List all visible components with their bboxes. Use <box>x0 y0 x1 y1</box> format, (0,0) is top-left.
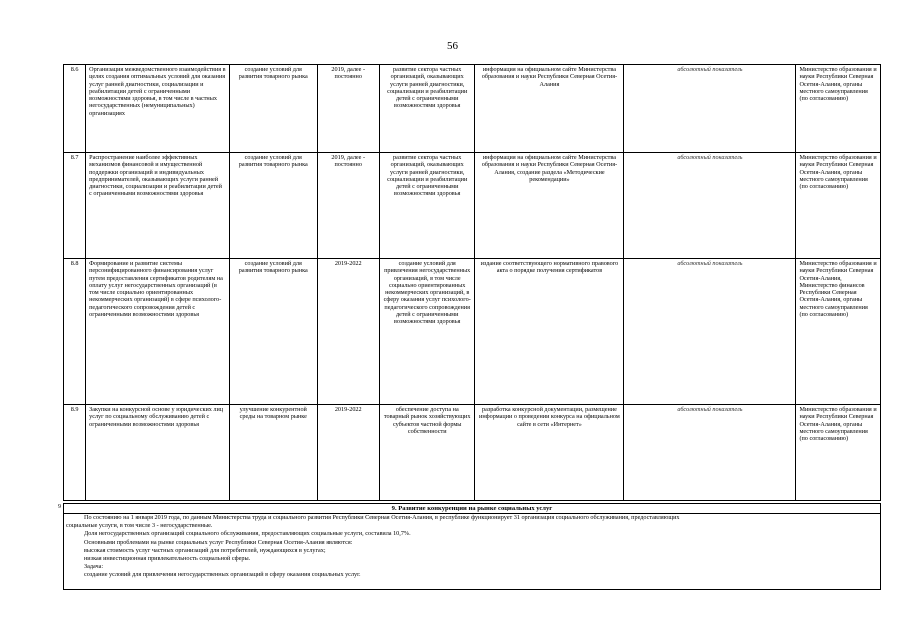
row-number: 8.7 <box>64 153 86 259</box>
result-cell: создание условий для привлечения негосударственных организаций, в том числе социально ориентированных некоммерческих организаций, в сферу оказания услуг психолого-педагогического сопровождения детей с ограниченными возможностями здоровья <box>379 259 475 405</box>
row-number: 8.8 <box>64 259 86 405</box>
term-cell: 2019-2022 <box>317 405 379 501</box>
indicator-cell: абсолютный показатель <box>624 153 796 259</box>
activity-cell: Закупки на конкурсной основе у юридических лиц услуг по социальному обслуживанию детей с ограниченными возможностями здоровья <box>86 405 230 501</box>
row-number: 8.9 <box>64 405 86 501</box>
goal-cell: создание условий для развития товарного рынка <box>230 153 318 259</box>
table-row <box>64 259 881 405</box>
section-9-block <box>63 503 881 590</box>
responsible-cell: Министерство образования и науки Республики Северная Осетия-Алания, органы местного самоуправления (по согласованию) <box>796 405 881 501</box>
responsible-cell: Министерство образования и науки Республики Северная Осетия-Алания, органы местного самоуправления (по согласованию) <box>796 65 881 153</box>
activity-cell: Формирование и развитие системы персонифицированного финансирования услуг путем предоставления сертификатов родителям на оплату услуг негосударственных организаций (в том числе социально ориентированных некоммерческих организаций) в сфере психолого-педагогического сопровождения детей с ограниченными возможностями здоровья <box>86 259 230 405</box>
activity-cell: Распространение наиболее эффективных механизмов финансовой и имущественной поддержки организаций и индивидуальных предпринимателей, оказывающих услуги ранней диагностики, социализации и реабилитации детей с ограниченными возможностями здоровья <box>86 153 230 259</box>
term-cell: 2019, далее - постоянно <box>317 65 379 153</box>
section-paragraph-4: высокая стоимость услуг частных организаций для потребителей, нуждающихся в услугах; <box>84 546 326 554</box>
goal-cell: улучшение конкурентной среды на товарном рынке <box>230 405 318 501</box>
section-paragraph-5: низкая инвестиционная привлекательность социальной сферы. <box>84 555 251 563</box>
table-row <box>64 65 881 153</box>
measures-table <box>63 64 881 501</box>
term-cell: 2019, далее - постоянно <box>317 153 379 259</box>
responsible-cell: Министерство образования и науки Республики Северная Осетия-Алания, органы местного самоуправления (по согласованию) <box>796 153 881 259</box>
indicator-cell: абсолютный показатель <box>624 405 796 501</box>
document-cell: информация на официальном сайте Министерства образования и науки Республики Северная Осетия-Алания, создание раздела «Методические рекомендации» <box>475 153 624 259</box>
table-row <box>64 405 881 501</box>
indicator-cell: абсолютный показатель <box>624 259 796 405</box>
document-cell: информация на официальном сайте Министерства образования и науки Республики Северная Осетия-Алания <box>475 65 624 153</box>
section-left-mark: 9 <box>58 504 61 510</box>
section-paragraph-2: Доля негосударственных организаций социального обслуживания, предоставляющих социальные услуги, составила 10,7%. <box>84 530 411 538</box>
row-number: 8.6 <box>64 65 86 153</box>
page-number: 56 <box>447 40 458 52</box>
section-task-label: Задача: <box>84 563 104 571</box>
section-paragraph-1-cont: социальные услуги, в том числе 3 - негосударственные. <box>66 522 213 530</box>
goal-cell: создание условий для развития товарного рынка <box>230 259 318 405</box>
result-cell: развитие сектора частных организаций, оказывающих услуги ранней диагностики, социализации и реабилитации детей с ограниченными возможностями здоровья <box>379 65 475 153</box>
responsible-cell: Министерство образования и науки Республики Северная Осетия-Алания, Министерство финансов Республики Северная Осетия-Алания, органы местного самоуправления (по согласованию) <box>796 259 881 405</box>
document-cell: издание соответствующего нормативного правового акта о порядке получения сертификатов <box>475 259 624 405</box>
goal-cell: создание условий для развития товарного рынка <box>230 65 318 153</box>
indicator-cell: абсолютный показатель <box>624 65 796 153</box>
term-cell: 2019-2022 <box>317 259 379 405</box>
result-cell: обеспечение доступа на товарный рынок хозяйствующих субъектов частной формы собственности <box>379 405 475 501</box>
section-title: 9. Развитие конкуренции на рынке социальных услуг <box>64 504 880 514</box>
result-cell: развитие сектора частных организаций, оказывающих услуги ранней диагностики, социализации и реабилитации детей с ограниченными возможностями здоровья <box>379 153 475 259</box>
document-cell: разработка конкурсной документации, размещение информации о проведении конкурса на официальном сайте в сети «Интернет» <box>475 405 624 501</box>
section-paragraph-1: По состоянию на 1 января 2019 года, по данным Министерства труда и социального развития Республики Северная Осетия-Алания, в республике функционирует 31 организация социального обслуживания, предоставляющих <box>84 514 680 521</box>
activity-cell: Организация межведомственного взаимодействия в целях создания оптимальных условий для оказания услуг ранней диагностики, социализации и реабилитации детей с ограниченными возможностями здоровья, в том числе в частных негосударственных (немуниципальных) организациях <box>86 65 230 153</box>
table-row <box>64 153 881 259</box>
section-task-text: создание условий для привлечения негосударственных организаций в сферу оказания социальных услуг. <box>84 571 361 579</box>
section-paragraph-3: Основными проблемами на рынке социальных услуг Республики Северная Осетия-Алания являются: <box>84 538 353 546</box>
